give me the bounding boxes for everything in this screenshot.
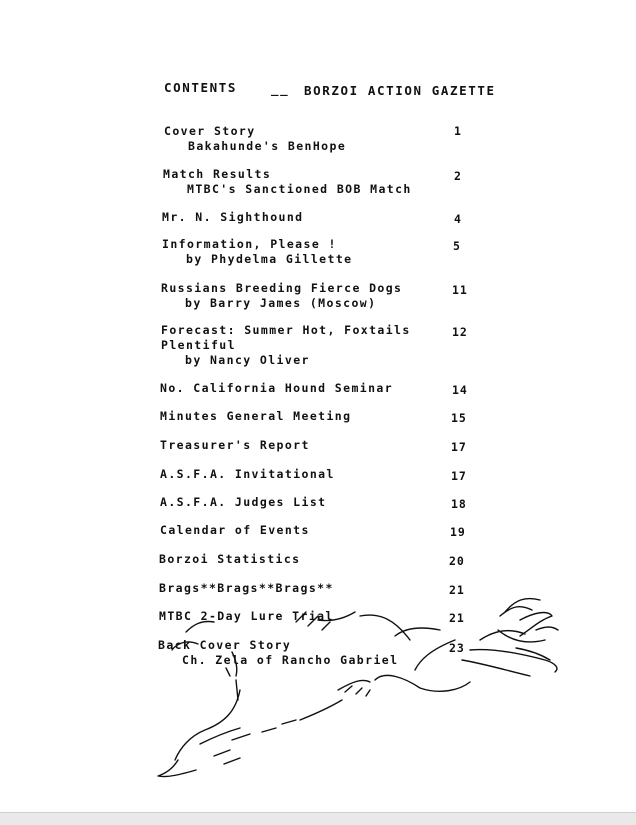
entry-title: Mr. N. Sighthound: [162, 210, 304, 224]
entry-title: Brags**Brags**Brags**: [159, 581, 334, 595]
entry-subtitle: by Phydelma Gillette: [186, 252, 353, 266]
entry-page-number: 19: [450, 525, 466, 539]
entry-page-number: 23: [449, 641, 465, 655]
entry-subtitle: Ch. Zela of Rancho Gabriel: [182, 653, 399, 667]
toc-entry-match-results: [163, 167, 462, 197]
entry-page-number: 15: [451, 411, 467, 425]
entry-page-number: 11: [452, 283, 468, 297]
toc-entry-hound-seminar: [160, 381, 468, 397]
toc-entry-statistics: [159, 552, 465, 568]
entry-title: Russians Breeding Fierce Dogs: [161, 281, 403, 295]
entry-page-number: 12: [452, 325, 468, 339]
entry-title: A.S.F.A. Invitational: [160, 467, 335, 481]
entry-page-number: 5: [453, 239, 461, 253]
entry-title: No. California Hound Seminar: [160, 381, 394, 395]
entry-page-number: 17: [451, 469, 467, 483]
toc-entry-calendar: [160, 523, 466, 539]
entry-title: Cover Story: [164, 124, 256, 138]
toc-entry-treasurer: [160, 438, 467, 454]
entry-subtitle: Bakahunde's BenHope: [188, 139, 347, 153]
entry-title: Back Cover Story: [158, 638, 292, 652]
entry-page-number: 20: [449, 554, 465, 568]
entry-page-number: 4: [454, 212, 462, 226]
toc-entry-asfa-invitational: [160, 467, 467, 483]
entry-page-number: 21: [449, 611, 465, 625]
entry-page-number: 21: [449, 583, 465, 597]
entry-title: A.S.F.A. Judges List: [160, 495, 327, 509]
entry-title: Minutes General Meeting: [160, 409, 352, 423]
entry-subtitle: by Barry James (Moscow): [185, 296, 377, 310]
toc-entry-information-please: [162, 237, 461, 267]
entry-subtitle: MTBC's Sanctioned BOB Match: [187, 182, 412, 196]
toc-entry-brags: [159, 581, 465, 597]
publication-title: BORZOI ACTION GAZETTE: [304, 83, 496, 98]
entry-title-continued: Plentiful: [161, 338, 236, 352]
toc-entry-lure-trial: [159, 609, 465, 625]
entry-page-number: 17: [451, 440, 467, 454]
toc-entry-asfa-judges: [160, 495, 467, 511]
entry-page-number: 1: [454, 124, 462, 138]
scan-edge: [0, 812, 636, 825]
entry-title: Borzoi Statistics: [159, 552, 301, 566]
toc-entry-forecast: [161, 323, 468, 368]
toc-entry-russians-breeding: [161, 281, 468, 311]
entry-title: Information, Please !: [162, 237, 337, 251]
entry-subtitle: by Nancy Oliver: [185, 353, 310, 367]
entry-title: Match Results: [163, 167, 272, 181]
header-dash: __: [271, 81, 290, 96]
toc-entry-cover-story: [164, 124, 462, 154]
toc-entry-minutes: [160, 409, 467, 425]
entry-title: Forecast: Summer Hot, Foxtails: [161, 323, 411, 337]
entry-page-number: 18: [451, 497, 467, 511]
entry-page-number: 14: [452, 383, 468, 397]
entry-title: Calendar of Events: [160, 523, 310, 537]
toc-entry-back-cover: [158, 638, 465, 668]
entry-title: Treasurer's Report: [160, 438, 310, 452]
contents-heading: CONTENTS: [164, 80, 238, 95]
toc-entry-sighthound: [162, 210, 462, 226]
entry-title: MTBC 2-Day Lure Trial: [159, 609, 334, 623]
entry-page-number: 2: [454, 169, 462, 183]
